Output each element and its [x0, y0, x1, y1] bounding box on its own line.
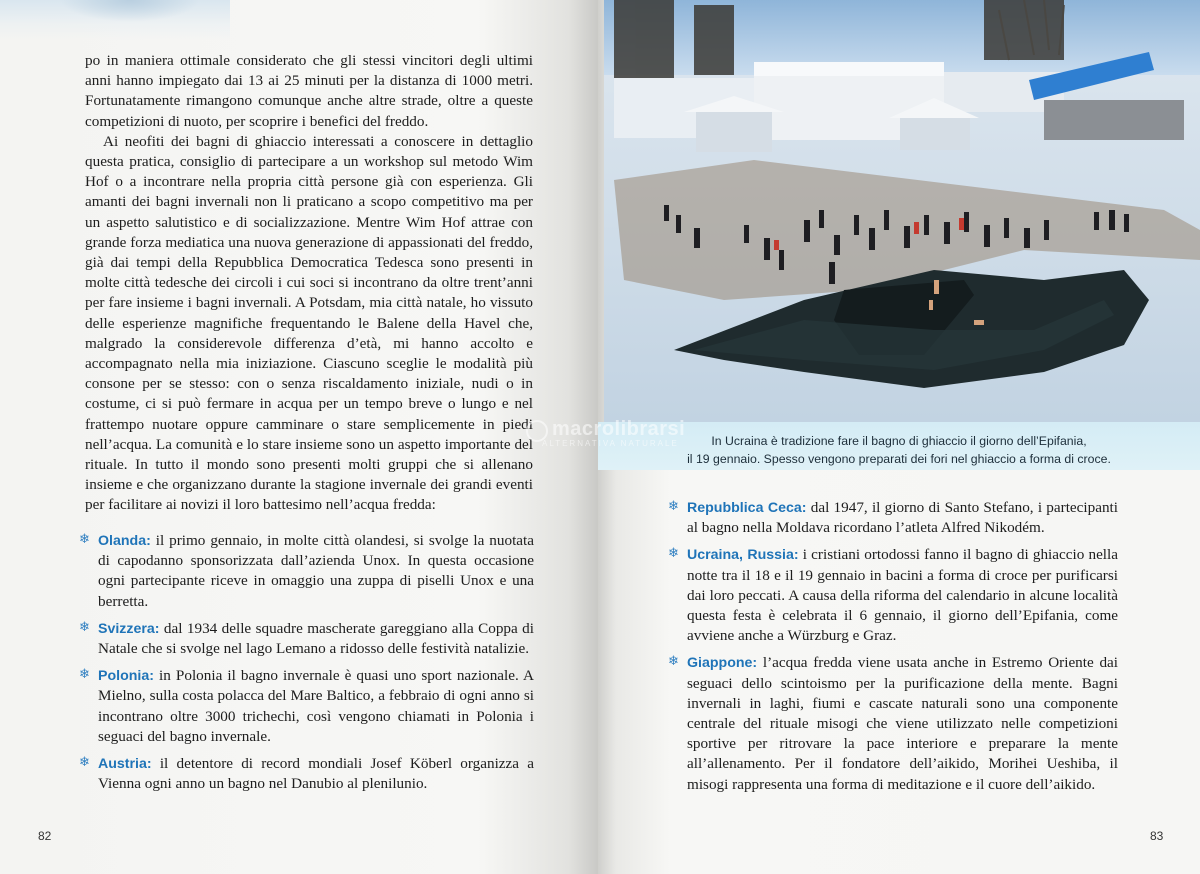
page-number-right: 83 [1150, 829, 1164, 843]
list-item [79, 619, 534, 659]
item-text: l’acqua fredda viene usata anche in Estremo Oriente dai seguaci dello scintoismo per la purificazione della mente. Bagni invernali in laghi, fiumi e cascate naturali sono una componente centrale del rituale misogi che viene utilizzato nelle competizioni sportive per ritrovare la pace interiore e preparare la mente all’allenamento. Per il fondatore dell’aikido, Morihei Ueshiba, il misogi rappresenta una forma di meditazione e il cuore dell’aikido. [687, 654, 1118, 793]
item-label: Olanda: [98, 533, 151, 549]
item-text: il detentore di record mondiali Josef Köberl organizza a Vienna ogni anno un bagno nel Danubio al plenilunio. [98, 755, 534, 793]
ice-bath-photo [604, 0, 1200, 422]
snowflake-icon: ❄ [79, 532, 90, 547]
page-number-left: 82 [38, 829, 52, 843]
paragraph: po in maniera ottimale considerato che gli stessi vincitori degli ultimi anni hanno impiegato dai 13 ai 25 minuti per la distanza di 1000 metri. Fortunatamente rimangono comunque anche altre strade, oltre a queste competizioni di nuoto, per scoprire i benefici del freddo. [85, 52, 533, 130]
item-text: in Polonia il bagno invernale è quasi uno sport nazionale. A Mielno, sulla costa polacca del Mare Baltico, a febbraio di ogni anno si incontrano oltre 3000 trichechi, così vengono chiamati in Polonia i seguaci del bagno invernale. [98, 667, 534, 745]
watermark [528, 418, 728, 448]
list-item [668, 498, 1118, 538]
list-item [668, 545, 1118, 646]
item-text: i cristiani ortodossi fanno il bagno di ghiaccio nella notte tra il 18 e il 19 gennaio in bacini a forma di croce per purificarsi dai loro peccati. A causa della riforma del calendario in alcune località questa festa è celebrata il 6 gennaio, il giorno dell’Epifania, come avviene anche a Würzburg e Graz. [687, 546, 1118, 645]
item-label: Repubblica Ceca: [687, 500, 807, 516]
snowflake-icon: ❄ [668, 654, 679, 670]
snowflake-icon: ❄ [668, 499, 679, 514]
frost-decoration-accent [60, 0, 200, 22]
list-item [79, 666, 534, 747]
item-text: dal 1947, il giorno di Santo Stefano, i partecipanti al bagno nella Moldava ricordano l’atleta Alfred Nikodém. [687, 499, 1118, 537]
watermark-logo-icon [526, 420, 548, 442]
snowflake-icon: ❄ [668, 546, 679, 562]
caption-line: In Ucraina è tradizione fare il bagno di ghiaccio il giorno dell’Epifania, [711, 434, 1087, 448]
caption-line: il 19 gennaio. Spesso vengono preparati dei fori nel ghiaccio a forma di croce. [687, 452, 1111, 466]
item-text: dal 1934 delle squadre mascherate gareggiano alla Coppa di Natale che si svolge nel lago Lemano a ridosso delle festività natalizie. [98, 619, 534, 658]
right-country-list [668, 498, 1118, 802]
watermark-subtext: ALTERNATIVA NATURALE [542, 439, 679, 448]
item-label: Giappone: [687, 655, 758, 672]
list-item [79, 531, 534, 612]
watermark-text: macrolibrarsi [552, 418, 686, 440]
item-label: Austria: [98, 756, 152, 773]
item-text: il primo gennaio, in molte città olandesi, si svolge la nuotata di capodanno sponsorizzata dall’azienda Unox. In questa occasione ogni partecipante riceve in omaggio una zuppa di piselli Unox e una berretta. [98, 532, 534, 610]
snowflake-icon: ❄ [79, 667, 90, 683]
snowflake-icon: ❄ [79, 619, 90, 635]
photo-illustration [604, 0, 1200, 422]
item-label: Svizzera: [98, 620, 160, 637]
paragraph: Ai neofiti dei bagni di ghiaccio interessati a conoscere in dettaglio questa pratica, consiglio di partecipare a un workshop sul metodo Wim Hof o a incontrare nella propria città persone già con esperienza. Gli amanti dei bagni invernali non li praticano a scopo competitivo ma per un aspetto salutistico e di socializzazione. Mentre Wim Hof attrae con grande forza mediatica una nuova generazione di appassionati del freddo, già dai tempi della Repubblica Democratica Tedesca sono presenti in molte città tedesche dei circoli i cui soci si incontrano da oltre trent’anni per fare insieme i bagni invernali. A Potsdam, mia città natale, ho vissuto delle esperienze magnifiche frequentando le Balene della Havel che, malgrado la considerevole differenza d’età, mi hanno accolto e accompagnato nella mia iniziazione. Ciascuno sceglie le modalità più consone per se stesso: con o senza riscaldamento iniziale, nudi o in costume, ci si può fermare in acqua per un tempo breve o lungo e nel frattempo nuotare oppure camminare o stare semplicemente in piedi nell’acqua. La comunità e lo stare insieme sono un aspetto importante del rituale. In tutto il mondo sono presenti molti gruppi che si allenano insieme e che organizzano durante la stagione invernale dei grandi eventi per facilitare ai novizi il loro battesimo nell’acqua fredda: [85, 132, 533, 514]
list-item [668, 653, 1118, 794]
snowflake-icon: ❄ [79, 755, 90, 771]
item-label: Polonia: [98, 668, 154, 685]
left-body-text [85, 51, 533, 516]
left-page [0, 0, 598, 874]
list-item [79, 754, 534, 794]
left-country-list [79, 531, 534, 801]
item-label: Ucraina, Russia: [687, 547, 799, 564]
